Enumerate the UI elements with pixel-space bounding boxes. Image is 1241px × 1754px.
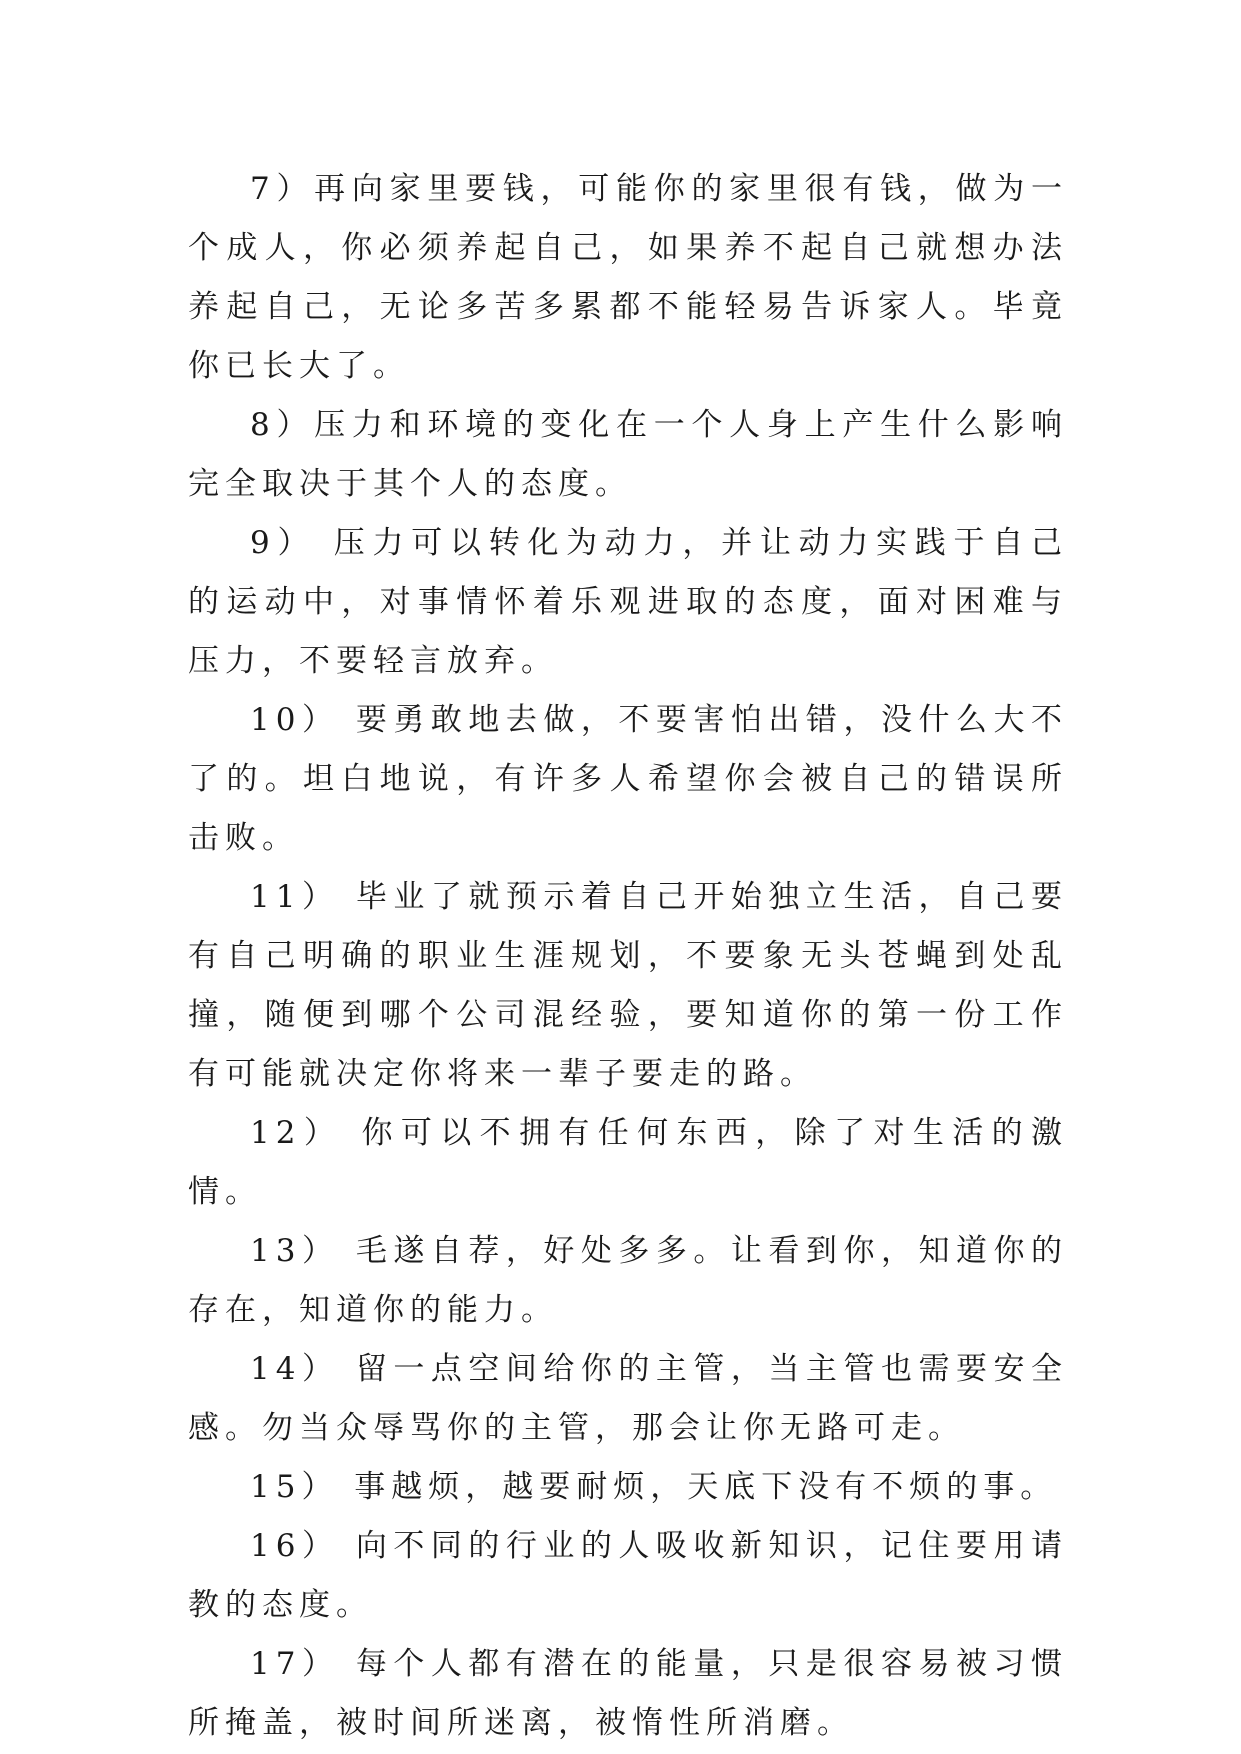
paragraph-16: 16） 向不同的行业的人吸收新知识，记住要用请教的态度。 <box>188 1528 1068 1623</box>
paragraph-11: 11） 毕业了就预示着自己开始独立生活，自己要有自己明确的职业生涯规划，不要象无头苍蝇到处乱撞，随便到哪个公司混经验，要知道你的第一份工作有可能就决定你将来一辈子要走的路。 <box>188 879 1068 1092</box>
paragraph-14: 14） 留一点空间给你的主管，当主管也需要安全感。勿当众辱骂你的主管，那会让你无路可走。 <box>188 1351 1068 1446</box>
document-body <box>188 160 1068 1753</box>
paragraph-13: 13） 毛遂自荐，好处多多。让看到你，知道你的存在，知道你的能力。 <box>188 1233 1068 1328</box>
paragraph-12: 12） 你可以不拥有任何东西，除了对生活的激情。 <box>188 1115 1068 1210</box>
paragraph-15: 15） 事越烦，越要耐烦，天底下没有不烦的事。 <box>250 1469 1058 1505</box>
paragraph-17: 17） 每个人都有潜在的能量，只是很容易被习惯所掩盖，被时间所迷离，被惰性所消磨。 <box>188 1646 1068 1741</box>
paragraph-9: 9） 压力可以转化为动力，并让动力实践于自己的运动中，对事情怀着乐观进取的态度，面对困难与压力，不要轻言放弃。 <box>188 525 1068 679</box>
paragraph-7: 7）再向家里要钱，可能你的家里很有钱，做为一个成人，你必须养起自己，如果养不起自己就想办法养起自己，无论多苦多累都不能轻易告诉家人。毕竟你已长大了。 <box>188 171 1068 384</box>
paragraph-10: 10） 要勇敢地去做，不要害怕出错，没什么大不了的。坦白地说，有许多人希望你会被自己的错误所击败。 <box>188 702 1068 856</box>
paragraph-8: 8）压力和环境的变化在一个人身上产生什么影响完全取决于其个人的态度。 <box>188 407 1068 502</box>
